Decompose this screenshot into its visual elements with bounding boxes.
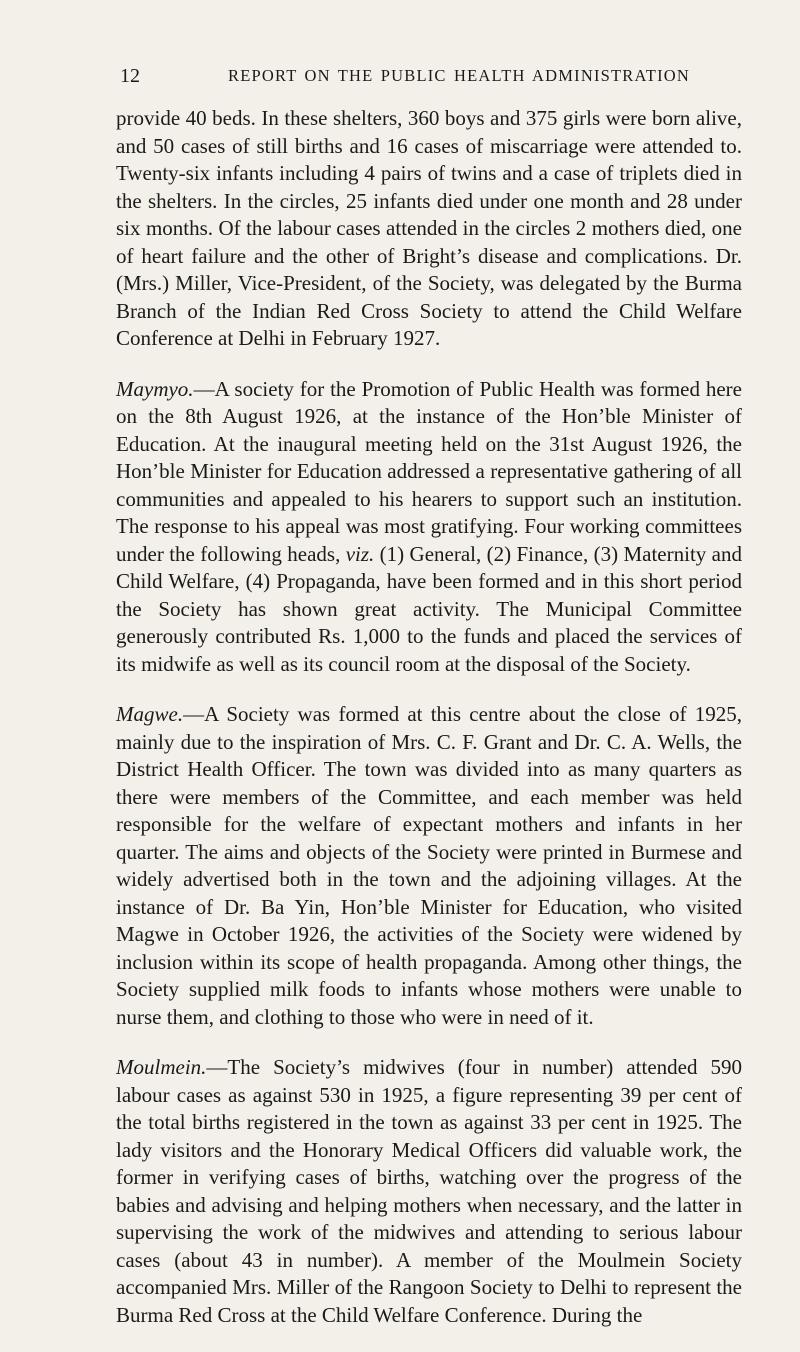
body-text	[116, 105, 742, 1352]
paragraph-text: —A Society was formed at this centre about the close of 1925, mainly due to the inspiration of Mrs. C. F. Grant and Dr. C. A. Wells, the District Health Officer. The town was divided into as many quarters as there were members of the Committee, and each member was held responsible for the welfare of expectant mothers and infants in her quarter. The aims and objects of the Society were printed in Burmese and widely advertised both in the town and the adjoining villages. At the instance of Dr. Ba Yin, Hon’ble Minister for Education, who visited Magwe in October 1926, the activities of the Society were widened by inclusion within its scope of health propaganda. Among other things, the Society supplied milk foods to infants whose mothers were unable to nurse them, and clothing to those who were in need of it.	[116, 702, 742, 1029]
paragraph-text: —A society for the Promotion of Public Health was formed here on the 8th August 1926, at the instance of the Hon’ble Minister of Education. At the inaugural meeting held on the 31st August 1926, the Hon’ble Minister for Education addressed a representative gathering of all communities and appealed to his hearers to support such an institution. The response to his appeal was most gratifying. Four working committees under the following heads,	[116, 376, 742, 566]
viz-abbreviation: viz.	[345, 541, 375, 566]
place-heading-magwe: Magwe.	[116, 702, 184, 726]
place-heading-moulmein: Moulmein.	[116, 1055, 207, 1079]
running-head: REPORT ON THE PUBLIC HEALTH ADMINISTRATION	[228, 66, 690, 85]
paragraph-shelters	[116, 105, 742, 353]
paragraph-text: (1) General, (2) Finance, (3) Maternity and Child Welfare, (4) Propaganda, have been formed and in this short period the Society has shown great activity. The Municipal Committee generously contributed Rs. 1,000 to the funds and placed the services of its midwife as well as its council room at the disposal of the Society.	[116, 541, 742, 676]
place-heading-maymyo: Maymyo.	[116, 376, 194, 401]
paragraph-magwe	[116, 701, 742, 1031]
paragraph-maymyo	[116, 376, 742, 679]
paragraph-text: provide 40 beds. In these shelters, 360 boys and 375 girls were born alive, and 50 cases of still births and 16 cases of miscarriage were attended to. Twenty-six infants including 4 pairs of twins and a case of triplets died in the shelters. In the circles, 25 infants died under one month and 28 under six months. Of the labour cases attended in the circles 2 mothers died, one of heart failure and the other of Bright’s disease and complications. Dr. (Mrs.) Miller, Vice-President, of the Society, was delegated by the Burma Branch of the Indian Red Cross Society to attend the Child Welfare Conference at Delhi in February 1927.	[116, 106, 742, 350]
paragraph-text: —The Society’s midwives (four in number) attended 590 labour cases as against 530 in 1925, a figure representing 39 per cent of the total births registered in the town as against 33 per cent in 1925. The lady visitors and the Honorary Medical Officers did valuable work, the former in verifying cases of births, watching over the progress of the babies and advising and helping mothers when necessary, and the latter in supervising the work of the midwives and attending to serious labour cases (about 43 in number). A member of the Moulmein Society accompanied Mrs. Miller of the Rangoon Society to Delhi to represent the Burma Red Cross at the Child Welfare Conference. During the	[116, 1055, 742, 1327]
page-header	[120, 63, 740, 89]
page-number: 12	[120, 65, 140, 87]
paragraph-moulmein	[116, 1054, 742, 1329]
